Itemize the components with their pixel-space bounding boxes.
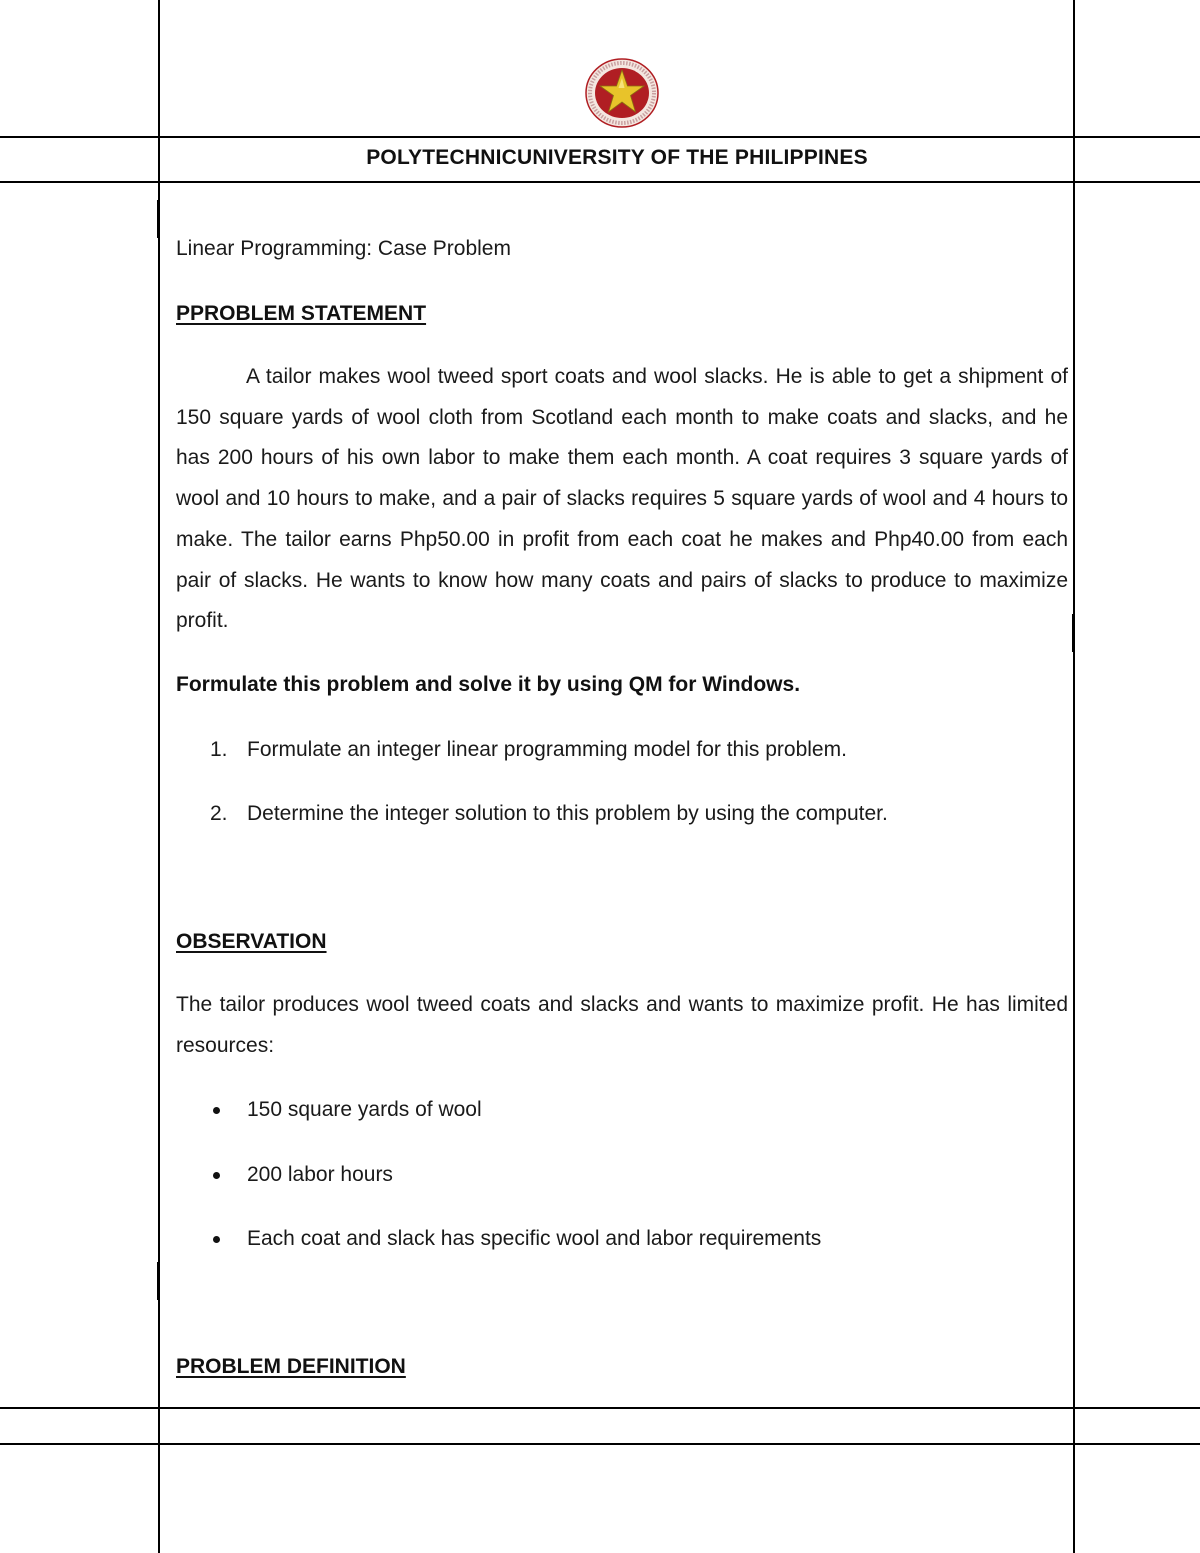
observation-heading: OBSERVATION xyxy=(176,930,327,953)
problem-statement-heading: PPROBLEM STATEMENT xyxy=(176,302,427,325)
bullet-icon xyxy=(213,1107,220,1114)
right-margin-rule xyxy=(1073,0,1075,1553)
bullet-text: 150 square yards of wool xyxy=(247,1098,482,1121)
university-seal-logo xyxy=(585,58,659,128)
bullet-text: Each coat and slack has specific wool and labor requirements xyxy=(247,1227,822,1250)
header-bottom-rule xyxy=(0,181,1200,183)
problem-definition-heading: PROBLEM DEFINITION xyxy=(176,1355,406,1378)
bullet-icon xyxy=(213,1172,220,1179)
observation-paragraph: The tailor produces wool tweed coats and slacks and wants to maximize profit. He has limited resources: xyxy=(176,993,1068,1057)
bullet-text: 200 labor hours xyxy=(247,1163,393,1186)
document-subtitle: Linear Programming: Case Problem xyxy=(176,237,511,260)
left-margin-tick xyxy=(157,200,160,238)
task-number: 1. xyxy=(210,738,228,761)
instruction-text: Formulate this problem and solve it by using QM for Windows. xyxy=(176,673,801,696)
problem-statement-paragraph: A tailor makes wool tweed sport coats and wool slacks. He is able to get a shipment of 150 square yards of wool cloth from Scotland each month to make coats and slacks, and he has 200 hours of his own labor to make them each month. A coat requires 3 square yards of wool and 10 hours to make, and a pair of slacks requires 5 square yards of wool and 4 hours to make. The tailor earns Php50.00 in profit from each coat he makes and Php40.00 from each pair of slacks. He wants to know how many coats and pairs of slacks to produce to maximize profit. xyxy=(176,365,1068,633)
task-text: Formulate an integer linear programming model for this problem. xyxy=(247,738,847,761)
task-text: Determine the integer solution to this problem by using the computer. xyxy=(247,802,888,825)
university-name: POLYTECHNICUNIVERSITY OF THE PHILIPPINES xyxy=(366,146,868,169)
footer-top-rule xyxy=(0,1407,1200,1409)
right-margin-tick xyxy=(1072,614,1075,652)
header-top-rule xyxy=(0,136,1200,138)
bullet-icon xyxy=(213,1236,220,1243)
footer-bottom-rule xyxy=(0,1443,1200,1445)
task-number: 2. xyxy=(210,802,228,825)
left-margin-tick xyxy=(157,1262,160,1300)
